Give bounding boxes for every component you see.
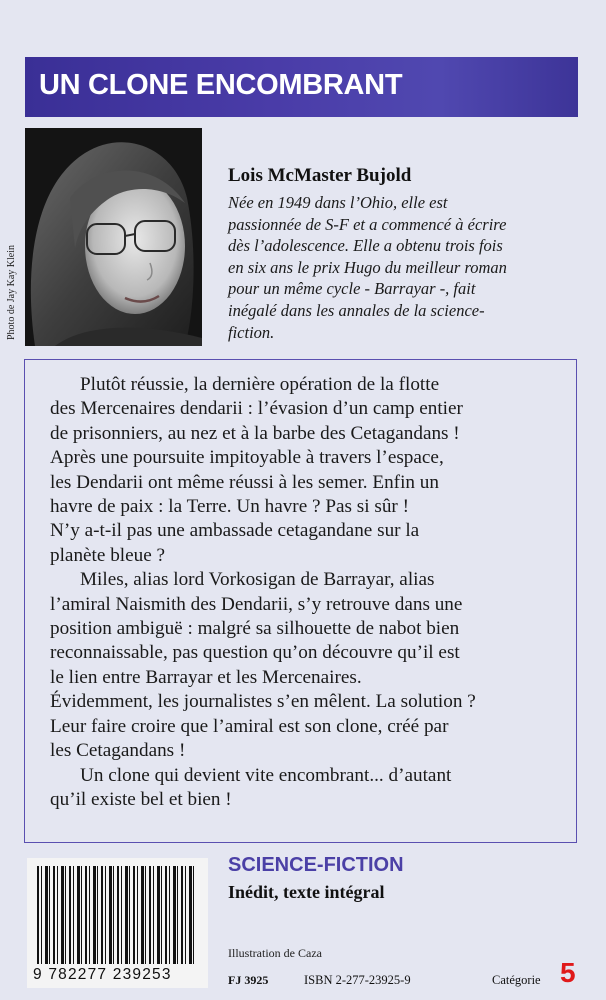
summary-line: de prisonniers, au nez et à la barbe des Cetagandans ! — [50, 422, 460, 444]
summary-line: Après une poursuite impitoyable à travers l’espace, — [50, 447, 444, 469]
price-category-label: Catégorie — [492, 973, 541, 987]
author-name: Lois McMaster Bujold — [228, 165, 412, 186]
summary-line: Leur faire croire que l’amiral est son clone, créé par — [50, 715, 449, 737]
bio-line: pour un même cycle - Barrayar -, fait — [228, 279, 476, 299]
author-photo — [25, 128, 202, 346]
barcode — [27, 858, 208, 988]
barcode-number: 9 782277 239253 — [33, 966, 172, 983]
summary-line: Miles, alias lord Vorkosigan de Barrayar, alias — [80, 569, 435, 591]
summary-line: position ambiguë : malgré sa silhouette de nabot bien — [50, 618, 460, 640]
bio-line: Née en 1949 dans l’Ohio, elle est — [228, 193, 448, 212]
summary-line: N’y a-t-il pas une ambassade cetagandane sur la — [50, 520, 420, 542]
barcode-bars — [37, 866, 197, 964]
summary-line: Plutôt réussie, la dernière opération de la flotte — [80, 374, 440, 395]
genre-label: SCIENCE-FICTION — [228, 854, 404, 876]
title-banner — [25, 57, 578, 117]
author-bio — [228, 192, 558, 343]
illustration-credit: Illustration de Caza — [228, 946, 322, 960]
summary-line: les Cetagandans ! — [50, 740, 186, 762]
bio-line: inégalé dans les annales de la science- — [228, 300, 485, 320]
summary-line: havre de paix : la Terre. Un havre ? Pas si sûr ! — [50, 496, 410, 518]
summary-line: planète bleue ? — [50, 544, 166, 566]
summary-line: l’amiral Naismith des Dendarii, s’y retrouve dans une — [50, 593, 463, 615]
summary-line: des Mercenaires dendarii : l’évasion d’un camp entier — [50, 398, 463, 420]
price-category-number: 5 — [560, 957, 576, 988]
book-summary — [50, 373, 570, 812]
photo-credit: Photo de Jay Kay Klein — [6, 245, 17, 340]
summary-line: les Dendarii ont même réussi à les semer. Enfin un — [50, 471, 439, 493]
bio-line: dès l’adolescence. Elle a obtenu trois fois — [228, 236, 503, 256]
summary-line: Un clone qui devient vite encombrant... d’autant — [80, 764, 452, 786]
summary-line: le lien entre Barrayar et les Mercenaires. — [50, 666, 362, 688]
book-title: UN CLONE ENCOMBRANT — [39, 69, 403, 101]
bio-line: passionnée de S-F et a commencé à écrire — [228, 214, 507, 234]
summary-line: qu’il existe bel et bien ! — [50, 788, 232, 810]
bio-line: fiction. — [228, 322, 275, 342]
edition-label: Inédit, texte intégral — [228, 882, 385, 902]
summary-line: Évidemment, les journalistes s’en mêlent. La solution ? — [50, 691, 476, 713]
author-portrait-image — [25, 128, 202, 346]
bio-line: en six ans le prix Hugo du meilleur roman — [228, 257, 507, 277]
summary-line: reconnaissable, pas question qu’on découvre qu’il est — [50, 642, 460, 664]
isbn: ISBN 2-277-23925-9 — [304, 973, 411, 987]
reference-code: FJ 3925 — [228, 973, 269, 987]
